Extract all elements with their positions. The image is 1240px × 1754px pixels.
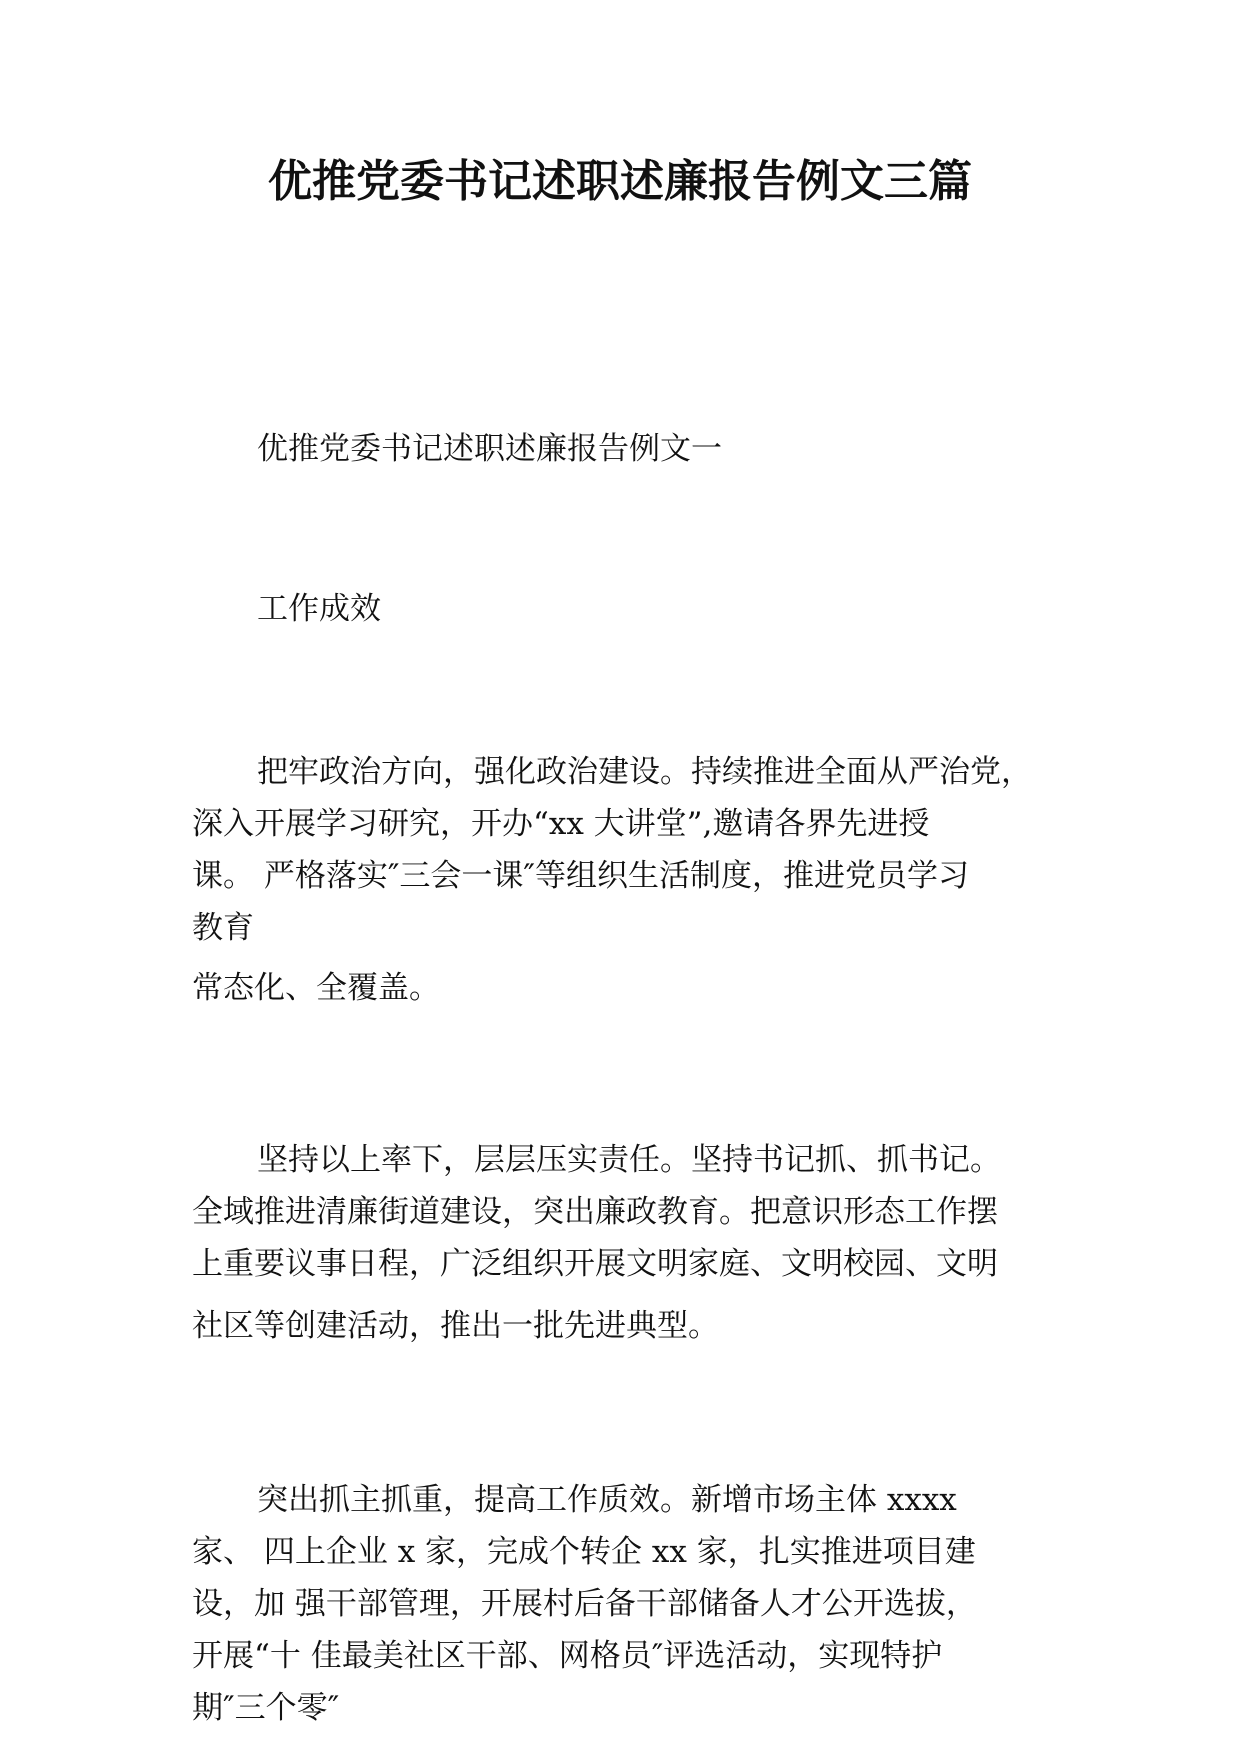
report-subtitle: 优推党委书记述职述廉报告例文一: [257, 431, 722, 467]
paragraph-line: 把牢政治方向，强化政治建设。持续推进全面从严治党，: [257, 754, 1032, 790]
paragraph-line: 坚持以上率下，层层压实责任。坚持书记抓、抓书记。: [257, 1142, 1001, 1178]
section-heading: 工作成效: [257, 591, 381, 627]
paragraph-line: 常态化、全覆盖。: [192, 970, 440, 1006]
paragraph-line: 开展“十 佳最美社区干部、网格员″评选活动，实现特护: [192, 1638, 943, 1674]
paragraph-line: 设，加 强干部管理，开展村后备干部储备人才公开选拔，: [192, 1586, 977, 1622]
paragraph-political-direction: [192, 746, 1072, 954]
paragraph-work-quality: [192, 1474, 1072, 1734]
paragraph-line: 全域推进清廉街道建设，突出廉政教育。把意识形态工作摆: [192, 1194, 998, 1230]
paragraph-line: 深入开展学习研究，开办“xx 大讲堂”,邀请各界先进授: [192, 806, 930, 842]
paragraph-line: 教育: [192, 910, 254, 946]
paragraph-responsibility: [192, 1134, 1072, 1352]
paragraph-line: 课。 严格落实″三会一课″等组织生活制度，推进党员学习: [192, 858, 970, 894]
paragraph-line: 上重要议事日程，广泛组织开展文明家庭、文明校园、文明: [192, 1246, 998, 1282]
paragraph-continuation: [192, 962, 1072, 1014]
paragraph-line: 突出抓主抓重，提高工作质效。新增市场主体 xxxx: [257, 1482, 957, 1518]
paragraph-line: 家、 四上企业 x 家，完成个转企 xx 家，扎实推进项目建: [192, 1534, 976, 1570]
paragraph-line: 期″三个零″: [192, 1690, 340, 1726]
paragraph-line: 社区等创建活动，推出一批先进典型。: [192, 1308, 719, 1344]
document-title: 优推党委书记述职述廉报告例文三篇: [268, 156, 972, 207]
